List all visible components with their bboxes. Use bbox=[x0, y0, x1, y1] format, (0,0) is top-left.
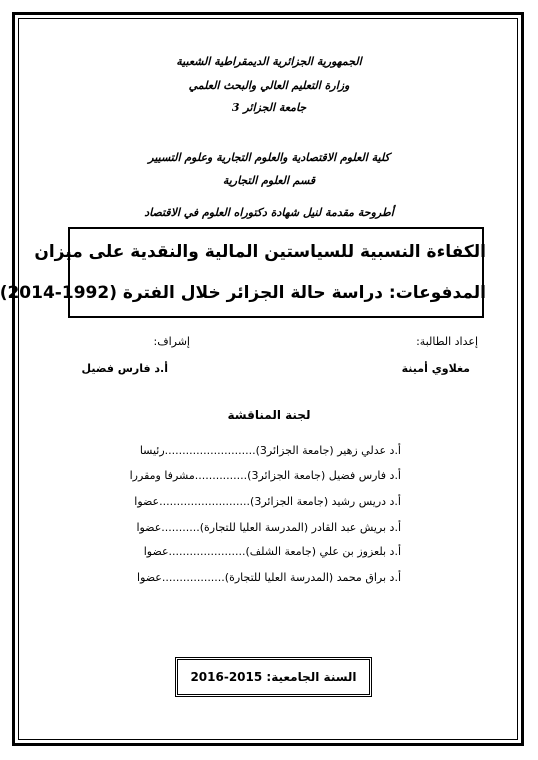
committee-member: أ.د عدلي زهير (جامعة الجزائر3)..........................رئيسا bbox=[139, 444, 401, 457]
page-border-inner bbox=[0, 18, 518, 740]
supervisor-label: إشراف: bbox=[153, 335, 190, 348]
thesis-title-line-2: المدفوعات: دراسة حالة الجزائر خلال الفترة (1992-2014) bbox=[0, 283, 486, 303]
committee-member: أ.د فارس فضيل (جامعة الجزائر3)...............مشرفا ومقررا bbox=[129, 469, 401, 482]
committee-member: أ.د بريش عبد القادر (المدرسة العليا للتجارة)...........عضوا bbox=[136, 521, 401, 534]
thesis-title-box bbox=[0, 227, 486, 318]
supervisor-name: أ.د فارس فضيل bbox=[81, 362, 168, 375]
academic-year: السنة الجامعية: 2015-2016 bbox=[175, 657, 372, 697]
faculty-name: كلية العلوم الاقتصادية والعلوم التجارية وعلوم التسيير bbox=[148, 151, 390, 164]
committee-member: أ.د دريس رشيد (جامعة الجزائر3)..........................عضوا bbox=[134, 495, 401, 508]
committee-member: أ.د بلعزوز بن علي (جامعة الشلف)......................عضوا bbox=[143, 545, 401, 558]
committee-heading: لجنة المناقشة bbox=[227, 408, 311, 422]
thesis-type: أطروحة مقدمة لنيل شهادة دكتوراه العلوم في الاقتصاد bbox=[144, 206, 394, 219]
student-label: إعداد الطالبة: bbox=[416, 335, 478, 348]
republic-name: الجمهورية الجزائرية الديمقراطية الشعبية bbox=[176, 55, 362, 68]
student-name: مغلاوي أمينة bbox=[401, 362, 470, 375]
committee-member: أ.د براق محمد (المدرسة العليا للتجارة)..................عضوا bbox=[137, 571, 401, 584]
university-name: جامعة الجزائر 3 bbox=[231, 101, 307, 114]
ministry-name: وزارة التعليم العالي والبحث العلمي bbox=[188, 79, 350, 92]
department-name: قسم العلوم التجارية bbox=[222, 174, 316, 187]
thesis-title-line-1: الكفاءة النسبية للسياستين المالية والنقدية على ميزان bbox=[34, 242, 486, 262]
